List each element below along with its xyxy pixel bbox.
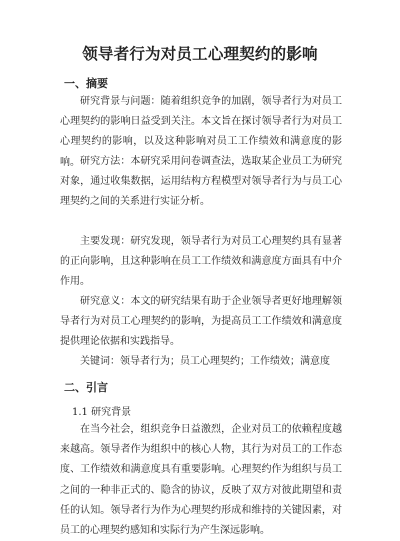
abstract-findings-paragraph: 主要发现：研究发现，领导者行为对员工心理契约具有显著的正向影响，且这种影响在员工工作绩效和满意度方面具有中介作用。 (60, 236, 342, 288)
abstract-method-paragraph: 研究方法：本研究采用问卷调查法，选取某企业员工为研究对象，通过收集数据，运用结构方程模型对领导者行为与员工心理契约之间的关系进行实证分析。 (60, 156, 342, 208)
section-heading-introduction: 二、引言 (64, 381, 108, 394)
keywords-line: 关键词：领导者行为；员工心理契约；工作绩效；满意度 (80, 356, 330, 367)
subsection-heading-background: 1.1 研究背景 (72, 407, 132, 418)
section-heading-abstract: 一、摘要 (64, 77, 108, 90)
abstract-background-paragraph: 研究背景与问题：随着组织竞争的加剧，领导者行为对员工心理契约的影响日益受到关注。本文旨在探讨领导者行为对员工心理契约的影响，以及这种影响对员工工作绩效和满意度的影响。 (60, 96, 342, 168)
abstract-significance-paragraph: 研究意义：本文的研究结果有助于企业领导者更好地理解领导者行为对员工心理契约的影响，为提高员工工作绩效和满意度提供理论依据和实践指导。 (60, 296, 342, 348)
intro-background-paragraph: 在当今社会，组织竞争日益激烈，企业对员工的依赖程度越来越高。领导者作为组织中的核心人物，其行为对员工的工作态度、工作绩效和满意度具有重要影响。心理契约作为组织与员工之间的一种非正式的、隐含的协议，反映了双方对彼此期望和责任的认知。领导者行为作为心理契约形成和维持的关键因素，对员工的心理契约感知和实际行为产生深远影响。 (60, 424, 342, 537)
document-title: 领导者行为对员工心理契约的影响 (82, 44, 318, 63)
